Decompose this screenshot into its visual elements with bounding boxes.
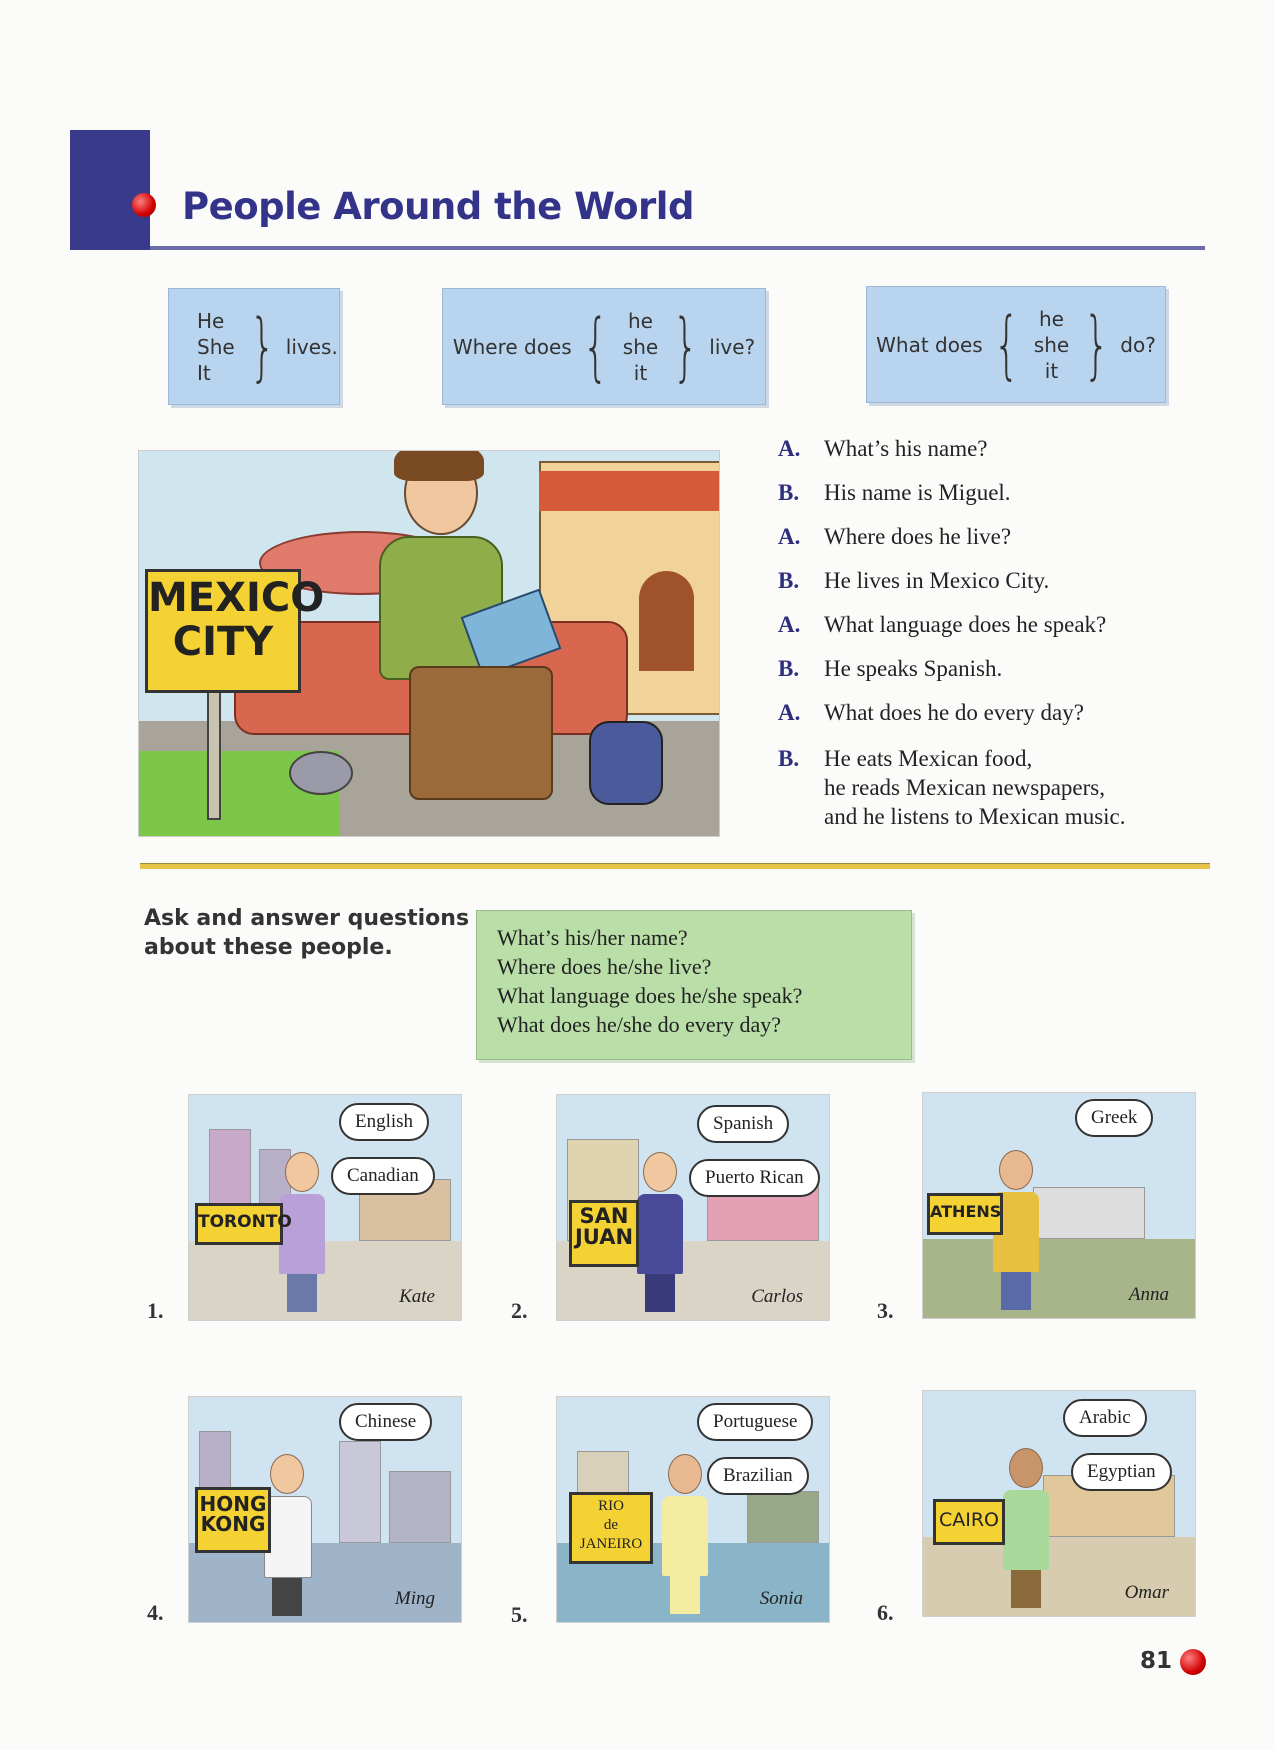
main-illustration <box>138 450 720 837</box>
brace-icon: { <box>582 303 609 390</box>
person-name: Carlos <box>751 1286 803 1307</box>
person-illustration <box>662 1454 708 1614</box>
item-number: 4. <box>147 1600 164 1625</box>
city-sign <box>569 1492 653 1564</box>
person-name: Ming <box>394 1588 435 1609</box>
dialog-line <box>778 436 988 462</box>
speaker-label: B. <box>778 656 800 681</box>
dialog-text: He speaks Spanish. <box>824 656 1003 681</box>
door-illustration <box>639 571 694 671</box>
pronoun: she <box>622 334 659 359</box>
roof-illustration <box>539 471 719 511</box>
sign-line: ATHENS <box>930 1202 1002 1221</box>
sign-line: CITY <box>172 619 274 665</box>
dialog-line <box>778 656 1002 682</box>
sign-line: KONG <box>200 1512 266 1536</box>
section-divider <box>140 863 1210 869</box>
speech-bubble-language: Portuguese <box>697 1403 813 1441</box>
grammar-box-where <box>442 288 766 405</box>
pronoun: he <box>1039 306 1064 331</box>
instruction-text <box>144 904 469 962</box>
brace-icon: } <box>249 303 276 390</box>
speaker-label: A. <box>778 700 801 725</box>
item-number: 1. <box>147 1298 164 1323</box>
lead-text: What does <box>876 332 983 357</box>
lead-text: Where does <box>452 334 572 359</box>
speaker-label: A. <box>778 524 801 549</box>
dialog-text: His name is Miguel. <box>824 480 1011 505</box>
pronoun: it <box>633 360 648 385</box>
question-text: What does he/she do every day? <box>497 1012 782 1037</box>
speech-bubble-language: Arabic <box>1063 1399 1147 1437</box>
dialog-text: and he listens to Mexican music. <box>824 804 1126 829</box>
dialog-line <box>778 568 1049 594</box>
dialog-text: What’s his name? <box>824 436 988 461</box>
dialog-line <box>778 744 1126 831</box>
red-bullet-icon <box>132 193 156 217</box>
person-card-6 <box>922 1390 1196 1617</box>
person-card-3 <box>922 1092 1196 1319</box>
instruction-line: about these people. <box>144 935 393 960</box>
dialog-text: What does he do every day? <box>824 700 1084 725</box>
sign-line: RIO <box>598 1498 624 1514</box>
speaker-label: B. <box>778 480 800 505</box>
sign-line: CAIRO <box>938 1509 1000 1531</box>
page-title: People Around the World <box>182 185 694 228</box>
speech-bubble-nationality: Puerto Rican <box>689 1159 820 1197</box>
question-text: What language does he/she speak? <box>497 983 803 1008</box>
dialog-text: he reads Mexican newspapers, <box>824 775 1105 800</box>
sign-line: SAN <box>579 1204 629 1228</box>
man-hair-illustration <box>394 450 484 481</box>
city-sign <box>927 1193 1003 1235</box>
backpack-icon <box>589 721 663 805</box>
sign-line: HONG <box>199 1492 267 1516</box>
item-number: 2. <box>511 1298 528 1323</box>
person-illustration <box>1003 1448 1049 1608</box>
title-divider <box>150 246 1205 250</box>
person-card-2 <box>556 1094 830 1321</box>
grammar-box-what <box>866 286 1166 403</box>
speech-bubble-language: Greek <box>1075 1099 1153 1137</box>
tail-text: live? <box>709 334 756 359</box>
instruction-line: Ask and answer questions <box>144 906 470 931</box>
speaker-label: B. <box>778 746 800 771</box>
speech-bubble-nationality: Brazilian <box>707 1457 809 1495</box>
sign-line: TORONTO <box>198 1212 292 1232</box>
pronoun: he <box>627 308 653 333</box>
speech-bubble-nationality: Egyptian <box>1071 1453 1172 1491</box>
pronoun: It <box>197 360 211 385</box>
pronoun: She <box>197 334 235 359</box>
question-text: What’s his/her name? <box>497 925 688 950</box>
pronoun: she <box>1033 332 1070 357</box>
speech-bubble-language: Spanish <box>697 1105 789 1143</box>
speech-bubble-language: English <box>339 1103 429 1141</box>
man-pants-illustration <box>409 666 553 800</box>
person-card-5 <box>556 1396 830 1623</box>
city-sign <box>933 1499 1005 1545</box>
sign-line: JANEIRO <box>579 1536 643 1552</box>
mexico-city-sign <box>145 569 325 693</box>
tail-text: do? <box>1120 332 1156 357</box>
speaker-label: B. <box>778 568 800 593</box>
brace-icon: { <box>993 301 1020 388</box>
red-bullet-icon <box>1180 1649 1206 1675</box>
person-name: Kate <box>399 1286 435 1307</box>
brace-icon: } <box>1083 301 1110 388</box>
header-color-block <box>70 130 150 250</box>
speech-bubble-language: Chinese <box>339 1403 432 1441</box>
person-name: Omar <box>1124 1582 1169 1603</box>
person-name: Anna <box>1128 1284 1169 1305</box>
question-box <box>476 910 912 1060</box>
pronoun: He <box>197 308 225 333</box>
sign-line: JUAN <box>574 1225 634 1249</box>
grammar-box-lives <box>168 288 340 405</box>
verb-text: lives. <box>285 334 338 359</box>
dialog-text: Where does he live? <box>824 524 1012 549</box>
dialog-line <box>778 700 1084 726</box>
dialog-line <box>778 524 1011 550</box>
dialog-line <box>778 612 1106 638</box>
pronoun: it <box>1044 358 1059 383</box>
speaker-label: A. <box>778 436 801 461</box>
page-number: 81 <box>1140 1648 1173 1674</box>
person-name: Sonia <box>759 1588 803 1609</box>
person-card-1 <box>188 1094 462 1321</box>
speech-bubble-nationality: Canadian <box>331 1157 435 1195</box>
dialog-text: He lives in Mexico City. <box>824 568 1050 593</box>
person-card-4 <box>188 1396 462 1623</box>
sign-line: MEXICO <box>148 575 325 621</box>
dialog-text: He eats Mexican food, <box>824 746 1033 771</box>
city-sign <box>569 1200 639 1267</box>
question-text: Where does he/she live? <box>497 954 712 979</box>
dialog-text: What language does he speak? <box>824 612 1107 637</box>
city-sign <box>195 1203 292 1245</box>
person-illustration <box>637 1152 683 1312</box>
item-number: 5. <box>511 1602 528 1627</box>
city-sign <box>195 1487 271 1553</box>
speaker-label: A. <box>778 612 801 637</box>
item-number: 3. <box>877 1298 894 1323</box>
item-number: 6. <box>877 1600 894 1625</box>
brace-icon: } <box>672 303 699 390</box>
sign-line: de <box>603 1517 619 1533</box>
dialog-line <box>778 480 1011 506</box>
bird-icon <box>289 751 353 795</box>
